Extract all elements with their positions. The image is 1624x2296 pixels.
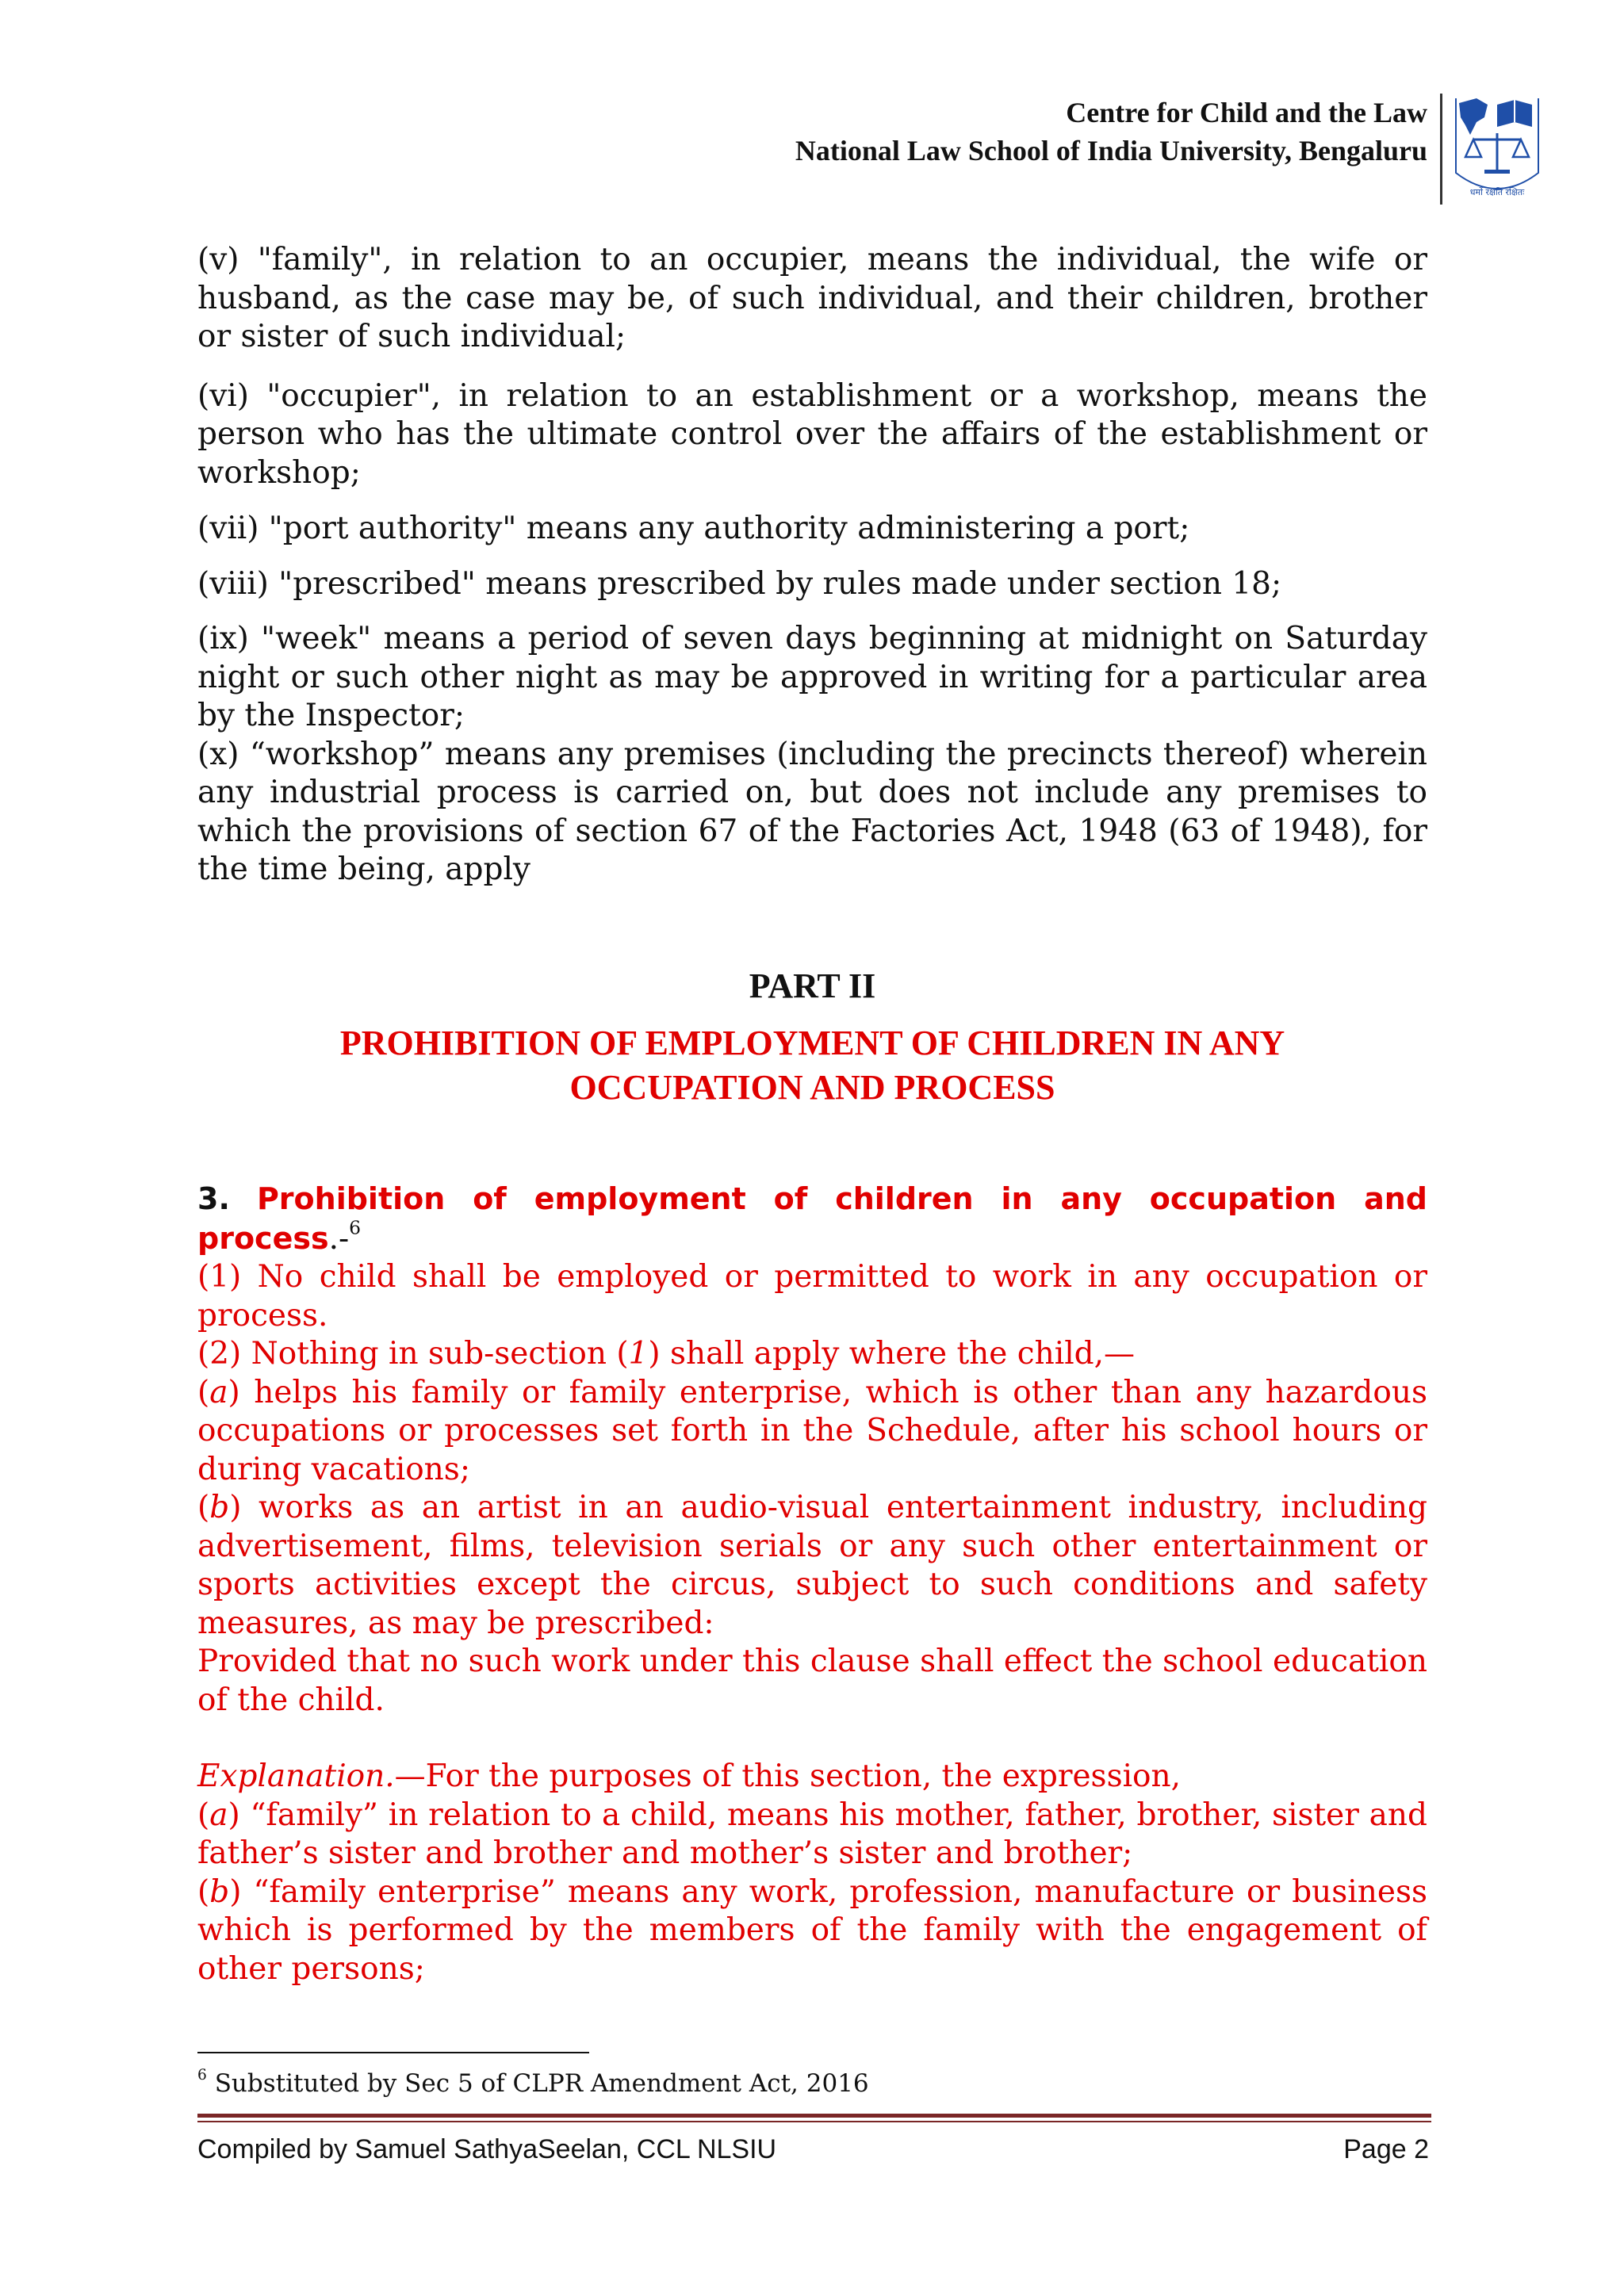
- part-subtitle-line-1: PROHIBITION OF EMPLOYMENT OF CHILDREN IN ANY: [339, 1024, 1285, 1062]
- definition-ix: (ix) "week" means a period of seven days beginning at midnight on Saturday night or such other night as may be approved in writing for a particular area by the Inspector;: [197, 621, 1427, 733]
- header-line-1: Centre for Child and the Law: [1066, 97, 1427, 128]
- subsection-2-ref: 1: [628, 1336, 649, 1372]
- explanation-text: —For the purposes of this section, the expression,: [394, 1758, 1182, 1794]
- subsection-2-pre: (2) Nothing in sub-section (: [197, 1336, 629, 1372]
- subsection-1: (1) No child shall be employed or permitted to work in any occupation or process.: [197, 1259, 1427, 1334]
- page-header: [795, 94, 1427, 170]
- nlsiu-logo-icon: [1453, 94, 1542, 205]
- definition-viii: (viii) "prescribed" means prescribed by rules made under section 18;: [197, 565, 1282, 602]
- clause-a-label: a: [209, 1374, 228, 1410]
- clause-a: (a) helps his family or family enterprise, which is other than any hazardous occupations or processes set forth in the Schedule, after his school hours or during vacations;: [197, 1374, 1427, 1487]
- definition-x: (x) “workshop” means any premises (including the precincts thereof) wherein any industrial process is carried on, but does not include any premises to which the provisions of section 67 of the Factories Act, 1948 (63 of 1948), for the time being, apply: [197, 736, 1427, 887]
- part-subtitle: [197, 1021, 1427, 1110]
- clause-b-label: b: [209, 1490, 230, 1525]
- clause-b: (b) works as an artist in an audio-visual entertainment industry, including advertisement, films, television serials or any such other entertainment or sports activities except the circus, subject to such conditions and safety measures, as may be prescribed:: [197, 1490, 1427, 1641]
- explanation: [197, 1758, 1427, 1797]
- footnote-text: Substituted by Sec 5 of CLPR Amendment Act, 2016: [206, 2069, 869, 2098]
- footnote: [197, 2069, 869, 2098]
- explanation-a-label: a: [209, 1797, 228, 1833]
- definition-vi: (vi) "occupier", in relation to an establishment or a workshop, means the person who has the ultimate control over the affairs of the establishment or workshop;: [197, 377, 1427, 491]
- footer-rule-thick: [197, 2114, 1431, 2118]
- header-divider: [1440, 94, 1442, 205]
- footer-page-number: Page 2: [1343, 2134, 1429, 2164]
- section-heading-suffix: .-: [328, 1220, 350, 1257]
- header-line-2: National Law School of India University, Bengaluru: [795, 135, 1427, 166]
- explanation-label: Explanation.: [197, 1758, 395, 1794]
- footer-rule-thin: [197, 2121, 1431, 2122]
- section-3: [197, 1180, 1427, 1988]
- definitions-block: [197, 241, 1427, 890]
- explanation-a: (a) “family” in relation to a child, means his mother, father, brother, sister and father’s sister and brother and mother’s sister and brother;: [197, 1797, 1427, 1871]
- part-subtitle-line-2: OCCUPATION AND PROCESS: [569, 1068, 1055, 1107]
- subsection-2-post: ) shall apply where the child,—: [648, 1336, 1136, 1372]
- section-3-heading: [197, 1180, 1427, 1258]
- footnote-number: 6: [197, 2067, 207, 2084]
- explanation-b-text: “family enterprise” means any work, profession, manufacture or business which is performed by the members of the family with the engagement of other persons;: [197, 1873, 1427, 1987]
- footnote-separator: [197, 2052, 589, 2053]
- clause-b-text: works as an artist in an audio-visual entertainment industry, including advertisement, films, television serials or any such other entertainment or sports activities except the circus, subject to such conditions and safety measures, as may be prescribed:: [197, 1490, 1427, 1641]
- explanation-a-text: “family” in relation to a child, means his mother, father, brother, sister and father’s sister and brother and mother’s sister and brother;: [197, 1797, 1427, 1871]
- svg-text:धर्मो रक्षति रक्षितः: धर्मो रक्षति रक्षितः: [1469, 187, 1525, 197]
- subsection-2: [197, 1335, 1427, 1374]
- definition-vii: (vii) "port authority" means any authority administering a port;: [197, 511, 1190, 546]
- clause-a-text: helps his family or family enterprise, which is other than any hazardous occupations or processes set forth in the Schedule, after his school hours or during vacations;: [197, 1374, 1427, 1487]
- proviso: Provided that no such work under this clause shall effect the school education of the child.: [197, 1644, 1427, 1718]
- section-heading: Prohibition of employment of children in any occupation and process: [197, 1181, 1427, 1256]
- part-title: PART II: [749, 966, 876, 1005]
- explanation-b: (b) “family enterprise” means any work, profession, manufacture or business which is performed by the members of the family with the engagement of other persons;: [197, 1873, 1427, 1987]
- definition-v: (v) "family", in relation to an occupier, means the individual, the wife or husband, as the case may be, of such individual, and their children, brother or sister of such individual;: [197, 242, 1427, 354]
- footer-compiled-by: Compiled by Samuel SathyaSeelan, CCL NLSIU: [197, 2134, 777, 2164]
- section-number: 3.: [197, 1181, 230, 1216]
- footnote-ref: 6: [349, 1215, 362, 1238]
- explanation-b-label: b: [209, 1873, 230, 1910]
